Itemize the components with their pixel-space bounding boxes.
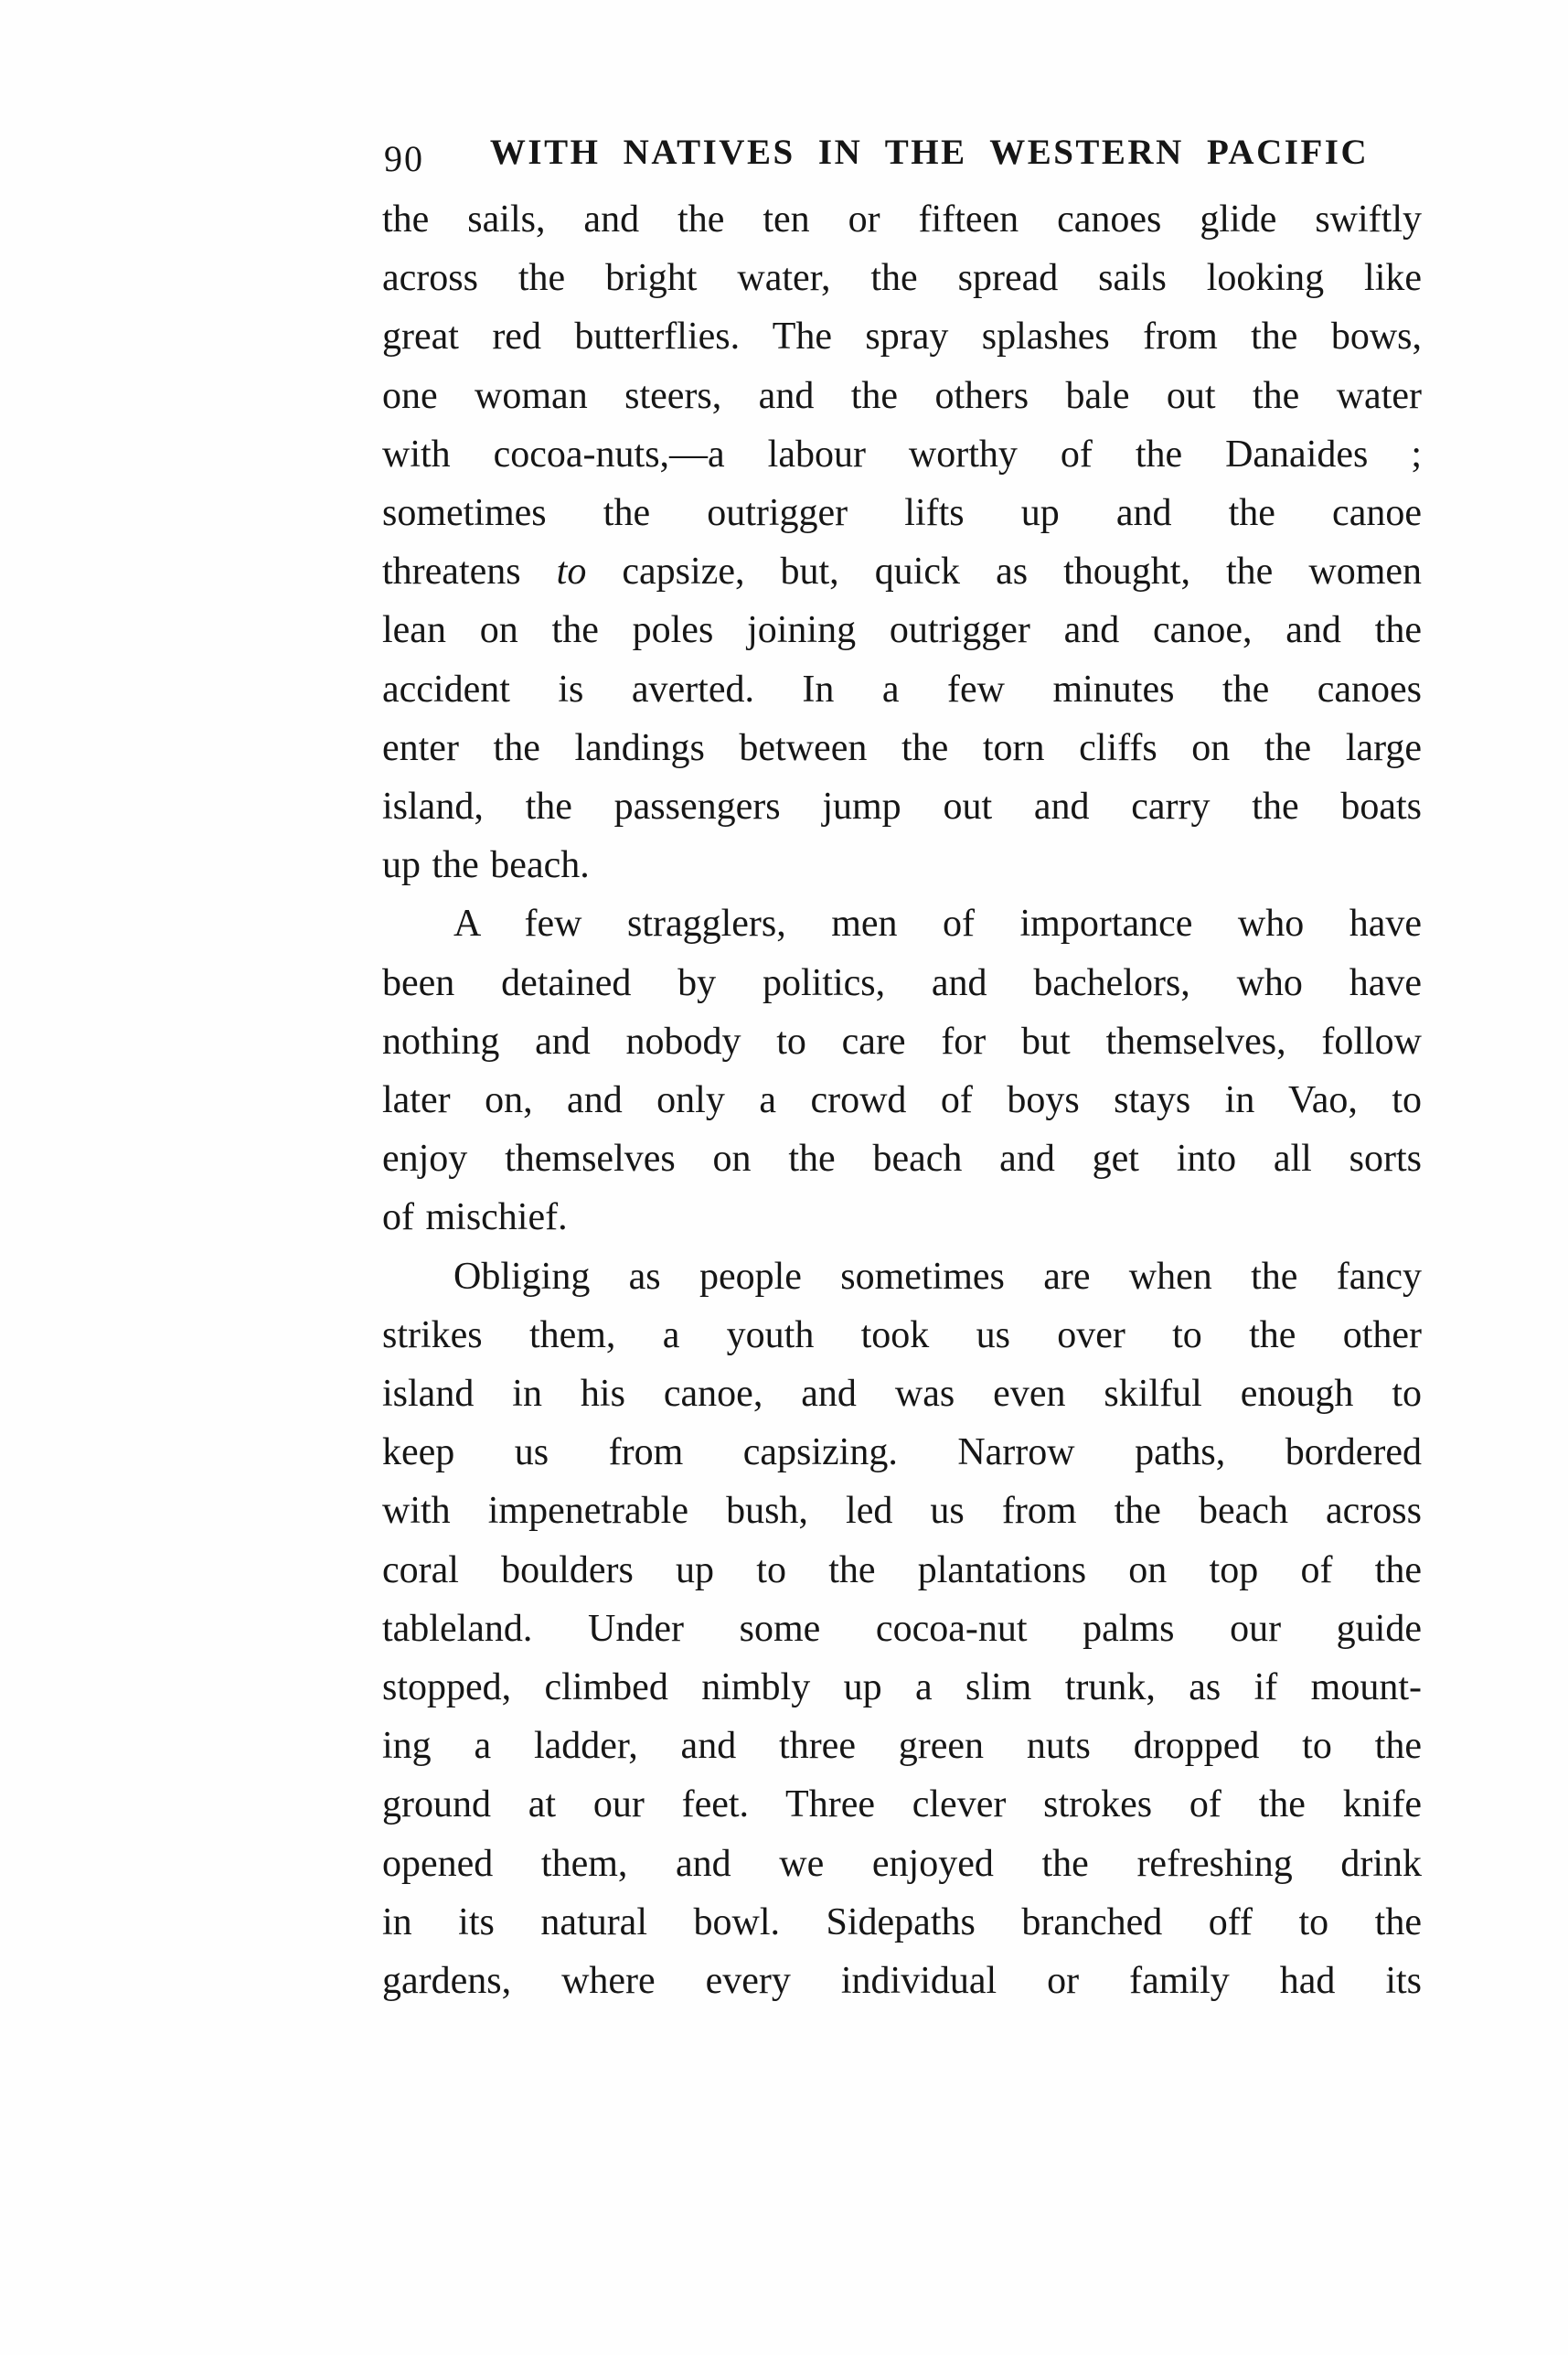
text-line: keep us from capsizing. Narrow paths, bordered [382,1431,1422,1474]
text-line: accident is averted. In a few minutes the canoes [382,668,1422,711]
text-line: up the beach. [382,844,590,887]
text-line: gardens, where every individual or family had its [382,1960,1422,2003]
text-line: great red butterflies. The spray splashes from the bows, [382,316,1422,359]
text-line: strikes them, a youth took us over to the other [382,1313,1422,1356]
page-number: 90 [384,138,424,179]
text-line: been detained by politics, and bachelors, who have [382,961,1422,1004]
text-line: enjoy themselves on the beach and get into all sorts [382,1138,1422,1181]
text-line: island, the passengers jump out and carry the boats [382,786,1422,829]
text-line: stopped, climbed nimbly up a slim trunk, as if mount- [382,1666,1422,1709]
text-line: Obliging as people sometimes are when the fancy [453,1255,1422,1298]
running-title: WITH NATIVES IN THE WESTERN PACIFIC [489,133,1370,172]
text-line: A few stragglers, men of importance who have [453,903,1422,946]
text-line: enter the landings between the torn cliffs on the large [382,726,1422,769]
text-line: island in his canoe, and was even skilful enough to [382,1373,1422,1416]
text-line: later on, and only a crowd of boys stays in Vao, to [382,1079,1422,1122]
text-line: opened them, and we enjoyed the refreshing drink [382,1842,1422,1885]
paragraph [382,190,1422,894]
paragraph [382,894,1422,1247]
text-line: lean on the poles joining outrigger and canoe, and the [382,609,1422,652]
text-line: tableland. Under some cocoa-nut palms our guide [382,1607,1422,1650]
paragraph [382,1247,1422,2011]
text-line: nothing and nobody to care for but themselves, follow [382,1020,1422,1063]
text-line: ground at our feet. Three clever strokes of the knife [382,1783,1422,1826]
text-line: of mischief. [382,1196,568,1239]
body-text [382,190,1422,2010]
text-line: with impenetrable bush, led us from the beach across [382,1490,1422,1533]
text-line: coral boulders up to the plantations on top of the [382,1548,1422,1591]
text-line: sometimes the outrigger lifts up and the canoe [382,492,1422,535]
text-line: with cocoa-nuts,—a labour worthy of the Danaides ; [382,433,1422,476]
text-line: one woman steers, and the others bale out the water [382,374,1422,417]
page-header [382,132,1422,187]
text-line: threatens to capsize, but, quick as thought, the women [382,551,1423,594]
text-line: across the bright water, the spread sails looking like [382,257,1422,300]
text-line: the sails, and the ten or fifteen canoes glide swiftly [382,198,1422,241]
text-line: in its natural bowl. Sidepaths branched off to the [382,1900,1422,1943]
text-line: ing a ladder, and three green nuts dropped to the [382,1725,1422,1768]
